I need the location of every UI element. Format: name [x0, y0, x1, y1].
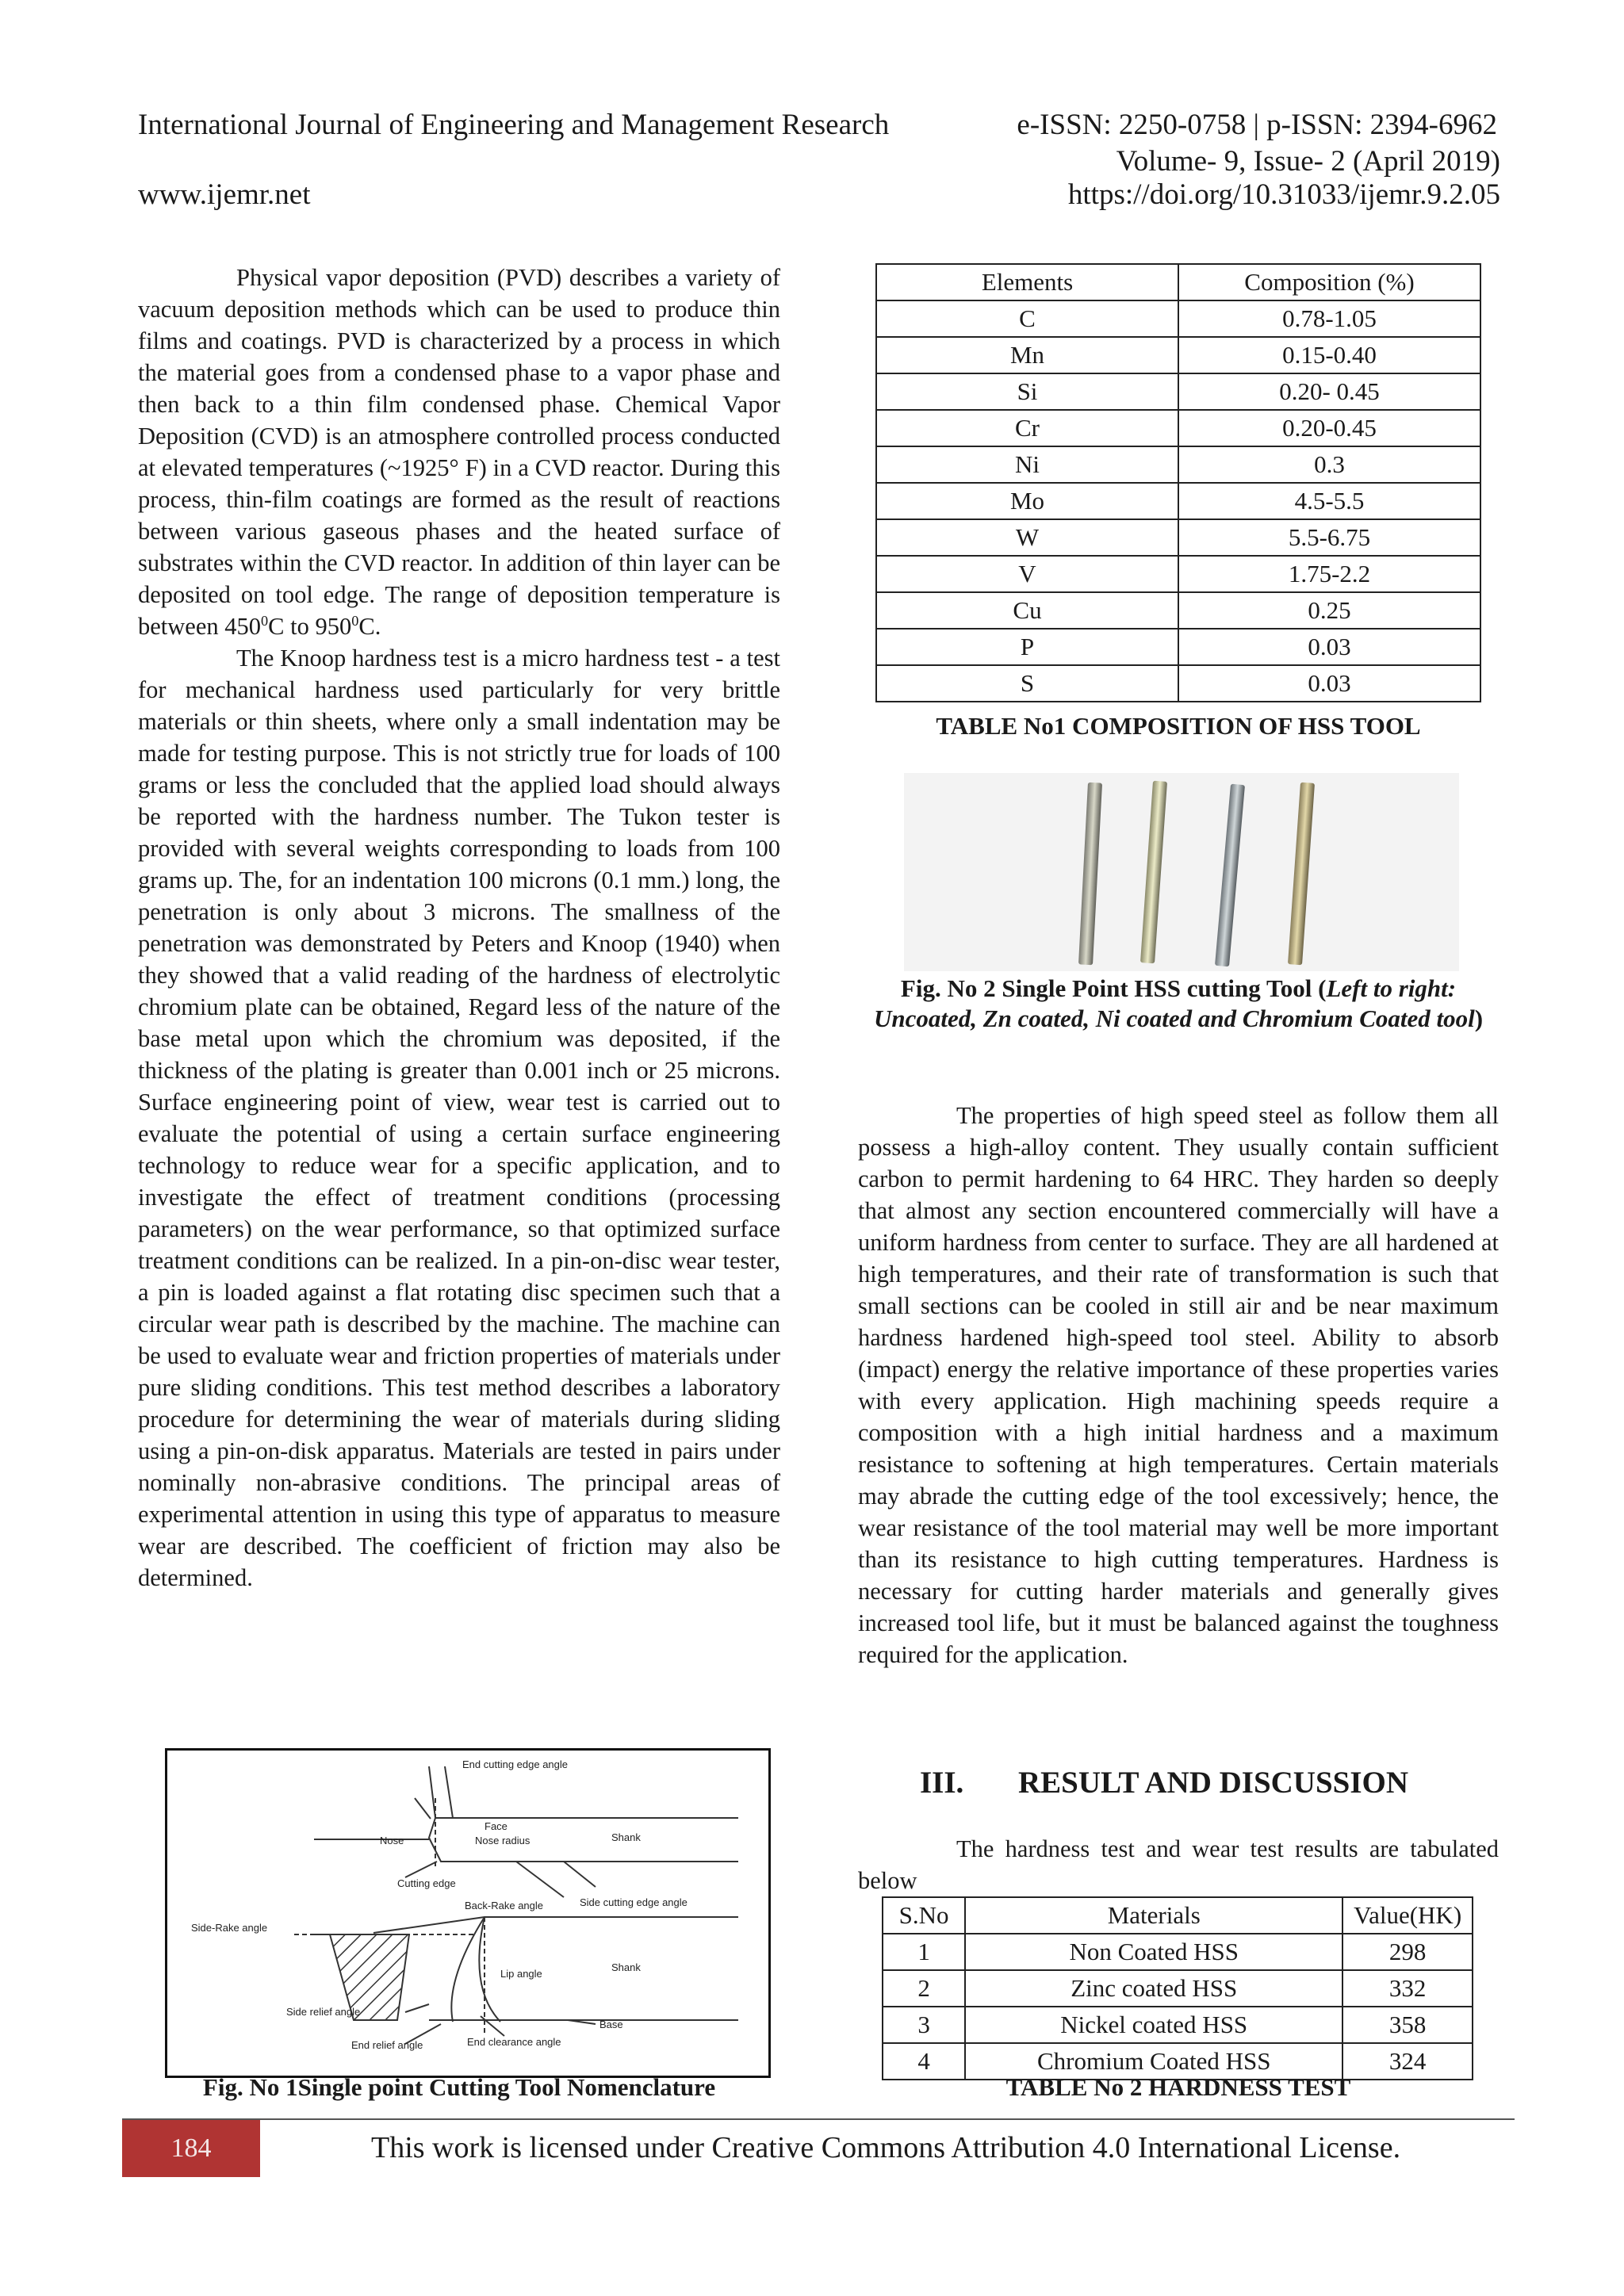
table-cell: Si — [876, 373, 1178, 410]
label-side-rake-angle: Side-Rake angle — [191, 1922, 268, 1934]
label-cutting-edge: Cutting edge — [397, 1877, 456, 1889]
footer-divider — [122, 2118, 1515, 2120]
table-cell: 1.75-2.2 — [1178, 556, 1480, 592]
label-face: Face — [485, 1820, 508, 1832]
table-cell: 0.20-0.45 — [1178, 410, 1480, 446]
table-row — [876, 373, 1480, 410]
table-row — [883, 1934, 1473, 1970]
table-cell: 0.3 — [1178, 446, 1480, 483]
fig1-caption: Fig. No 1Single point Cutting Tool Nomenclature — [202, 2073, 716, 2101]
left-column-text — [138, 262, 780, 1594]
volume-issue: Volume- 9, Issue- 2 (April 2019) — [1116, 145, 1500, 178]
zn-coated-tool-image — [1140, 781, 1167, 964]
table-cell: P — [876, 629, 1178, 665]
label-end-cutting-edge-angle: End cutting edge angle — [462, 1758, 568, 1770]
table-cell: Mn — [876, 337, 1178, 373]
table2-header-cell: S.No — [883, 1897, 965, 1934]
fig2-tools-photo — [904, 773, 1459, 971]
table-cell: 4.5-5.5 — [1178, 483, 1480, 519]
table-row — [876, 300, 1480, 337]
table1-header-cell: Composition (%) — [1178, 264, 1480, 300]
label-nose: Nose — [380, 1835, 404, 1846]
doi-link[interactable]: https://doi.org/10.31033/ijemr.9.2.05 — [1067, 178, 1500, 211]
table2-hardness — [882, 1896, 1473, 2080]
label-end-clearance-angle: End clearance angle — [467, 2036, 561, 2048]
table1-header-row — [876, 264, 1480, 300]
table-cell: 298 — [1342, 1934, 1473, 1970]
table-row — [876, 410, 1480, 446]
label-base: Base — [599, 2019, 623, 2030]
table-cell: 0.20- 0.45 — [1178, 373, 1480, 410]
section-number: III. — [920, 1766, 964, 1800]
table-cell: 332 — [1342, 1970, 1473, 2007]
table-cell: 2 — [883, 1970, 965, 2007]
fig2-caption: Fig. No 2 Single Point HSS cutting Tool (Left to right: Uncoated, Zn coated, Ni coated and Chromium Coated tool) — [873, 974, 1484, 1032]
table-cell: 3 — [883, 2007, 965, 2043]
table-cell: 324 — [1342, 2043, 1473, 2080]
table-cell: 5.5-6.75 — [1178, 519, 1480, 556]
table1-header-cell: Elements — [876, 264, 1178, 300]
uncoated-tool-image — [1078, 783, 1102, 966]
right-column-text — [858, 1100, 1499, 1670]
label-back-rake-angle: Back-Rake angle — [465, 1900, 543, 1911]
paragraph-knoop-hardness: The Knoop hardness test is a micro hardness test - a test for mechanical hardness used particularly for very brittle materials or thin sheets, where only a small indentation may be made for testing purpose. This is not strictly true for loads of 100 grams or less the concluded that the applied load should always be reported with the hardness number. The Tukon tester is provided with several weights corresponding to loads from 100 grams up. The, for an indentation 100 microns (0.1 mm.) long, the penetration is only about 3 microns. The smallness of the penetration was demonstrated by Peters and Knoop (1940) when they showed that a valid reading of the hardness of electrolytic chromium plate can be obtained, Regard less of the nature of the base metal upon which the chromium was deposited, if the thickness of the plating is greater than 0.001 inch or 25 microns. Surface engineering point of view, wear test is carried out to evaluate the potential of using a certain surface engineering technology to reduce wear for a specific application, and to investigate the effect of treatment conditions (processing parameters) on the wear performance, so that optimized surface treatment conditions can be realized. In a pin-on-disc wear tester, a pin is loaded against a flat rotating disc specimen such that a circular wear path is described by the machine. The machine can be used to evaluate wear and friction properties of materials under pure sliding conditions. This test method describes a laboratory procedure for determining the wear of materials during sliding using a pin-on-disk apparatus. Materials are tested in pairs under nominally non-abrasive conditions. The principal areas of experimental attention in using this type of apparatus to measure wear are described. The coefficient of friction may also be determined. — [138, 645, 780, 1591]
table2-header-cell: Value(HK) — [1342, 1897, 1473, 1934]
table-row — [883, 1970, 1473, 2007]
table-cell: W — [876, 519, 1178, 556]
label-lip-angle: Lip angle — [500, 1968, 542, 1980]
table-cell: 4 — [883, 2043, 965, 2080]
table-cell: 0.78-1.05 — [1178, 300, 1480, 337]
page-number-box — [122, 2120, 260, 2177]
table-row — [876, 483, 1480, 519]
table-cell: Cr — [876, 410, 1178, 446]
table-cell: Mo — [876, 483, 1178, 519]
table1-caption: TABLE No1 COMPOSITION OF HSS TOOL — [936, 712, 1421, 740]
table-cell: Cu — [876, 592, 1178, 629]
issn: e-ISSN: 2250-0758 | p-ISSN: 2394-6962 — [1017, 109, 1497, 141]
table2-header-cell: Materials — [965, 1897, 1342, 1934]
website-link[interactable]: www.ijemr.net — [138, 178, 311, 211]
fig1-cutting-tool-diagram — [165, 1748, 771, 2078]
section-title: RESULT AND DISCUSSION — [1018, 1766, 1409, 1800]
table-cell: Chromium Coated HSS — [965, 2043, 1342, 2080]
label-shank-top: Shank — [611, 1831, 641, 1843]
paragraph-hss-properties: The properties of high speed steel as follow them all possess a high-alloy content. They usually contain sufficient carbon to permit hardening to 64 HRC. They harden so deeply that almost any section encountered commercially will have a uniform hardness from center to surface. They are all hardened at high temperatures, and their rate of transformation is such that small sections can be cooled in still air and be near maximum hardness hardened high-speed tool steel. Ability to absorb (impact) energy the relative importance of these properties varies with every application. High machining speeds require a composition with a high initial hardness and a maximum resistance to softening at high temperatures. Certain materials may abrade the cutting edge of the tool excessively; hence, the wear resistance of the tool material may well be more important than its resistance to high cutting temperatures. Hardness is necessary for cutting harder materials and generally gives increased tool life, but it must be balanced against the toughness required for the application. — [858, 1102, 1499, 1668]
table-row — [876, 665, 1480, 702]
results-intro: The hardness test and wear test results are tabulated below — [858, 1835, 1499, 1894]
table-cell: Zinc coated HSS — [965, 1970, 1342, 2007]
page-number: 184 — [170, 2133, 212, 2163]
table-cell: C — [876, 300, 1178, 337]
table-cell: Ni — [876, 446, 1178, 483]
journal-name: International Journal of Engineering and Management Research — [138, 109, 890, 141]
table-row — [876, 556, 1480, 592]
table2-header-row — [883, 1897, 1473, 1934]
paragraph-pvd-cvd: Physical vapor deposition (PVD) describes a variety of vacuum deposition methods which can be used to produce thin films and coatings. PVD is characterized by a process in which the material goes from a condensed phase to a vapor phase and then back to a thin film condensed phase. Chemical Vapor Deposition (CVD) is an atmosphere controlled process conducted at elevated temperatures (~1925° F) in a CVD reactor. During this process, thin-film coatings are formed as the result of reactions between various gaseous phases and the heated surface of substrates within the CVD reactor. In addition of thin layer can be deposited on tool edge. The range of deposition temperature is between $450^0C$ to $950^0C$. — [138, 264, 780, 640]
table-row — [876, 629, 1480, 665]
table-row — [883, 2007, 1473, 2043]
label-side-cutting-edge-angle: Side cutting edge angle — [580, 1896, 688, 1908]
table-row — [876, 592, 1480, 629]
table-cell: Non Coated HSS — [965, 1934, 1342, 1970]
table-cell: Nickel coated HSS — [965, 2007, 1342, 2043]
label-nose-radius: Nose radius — [475, 1835, 530, 1846]
label-end-relief-angle: End relief angle — [351, 2039, 423, 2051]
table-row — [876, 519, 1480, 556]
table-cell: 1 — [883, 1934, 965, 1970]
table-row — [876, 446, 1480, 483]
chromium-coated-tool-image — [1288, 783, 1315, 966]
ni-coated-tool-image — [1215, 784, 1245, 967]
label-shank-bottom: Shank — [611, 1961, 641, 1973]
table-row — [876, 337, 1480, 373]
table-cell: 0.25 — [1178, 592, 1480, 629]
license-text: This work is licensed under Creative Commons Attribution 4.0 International License. — [371, 2131, 1401, 2164]
table-cell: S — [876, 665, 1178, 702]
label-side-relief-angle: Side relief angle — [286, 2006, 361, 2018]
table-cell: 0.15-0.40 — [1178, 337, 1480, 373]
table1-composition — [875, 263, 1481, 702]
table-cell: 0.03 — [1178, 629, 1480, 665]
table-cell: 358 — [1342, 2007, 1473, 2043]
table-cell: 0.03 — [1178, 665, 1480, 702]
table2-caption: TABLE No 2 HARDNESS TEST — [1005, 2073, 1351, 2101]
table-cell: V — [876, 556, 1178, 592]
